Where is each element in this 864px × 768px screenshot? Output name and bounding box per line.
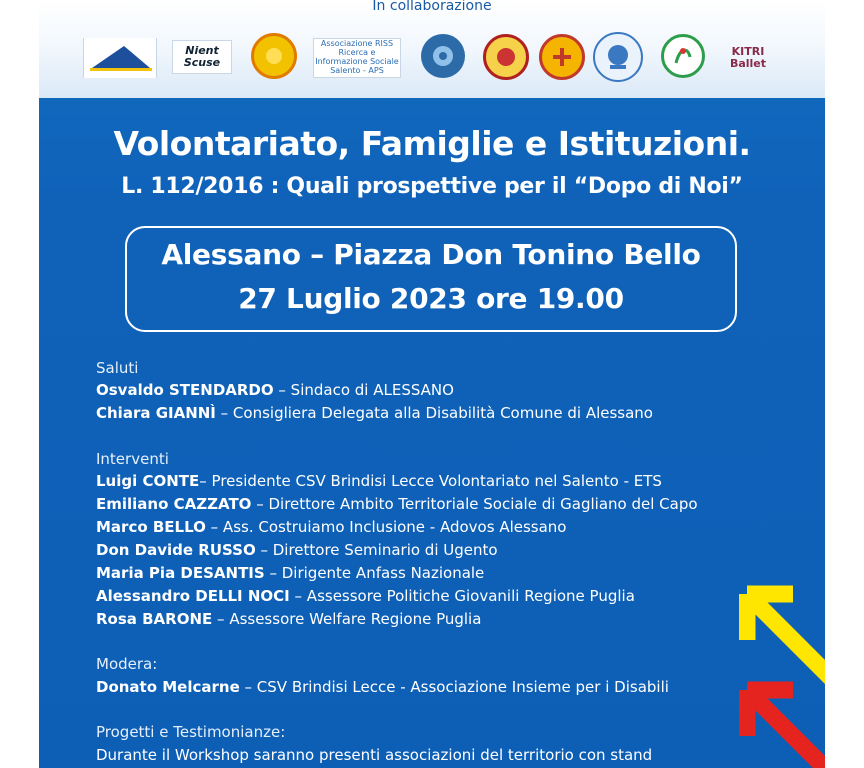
speaker-name: Donato Melcarne xyxy=(96,678,240,696)
interventi-heading: Interventi xyxy=(96,450,169,468)
logo-riss: Associazione RISS Ricerca e Informazione Sociale Salento - APS xyxy=(313,38,401,78)
partner-header xyxy=(39,0,825,98)
speaker-name: Maria Pia DESANTIS xyxy=(96,564,265,582)
speaker-role: – Ass. Costruiamo Inclusione - Adovos Alessano xyxy=(205,518,567,536)
collab-label: In collaborazione xyxy=(372,0,492,14)
speaker-role: – Direttore Ambito Territoriale Sociale di Gagliano del Capo xyxy=(251,495,698,513)
intervento-row xyxy=(96,472,662,490)
progetti-heading: Progetti e Testimonianze: xyxy=(96,723,286,741)
cross-icon xyxy=(550,45,574,69)
saluti-row xyxy=(96,404,653,422)
lion-icon xyxy=(602,41,634,73)
seal-icon xyxy=(494,45,518,69)
location-date-box xyxy=(125,226,737,332)
modera-row xyxy=(96,678,669,696)
logo-kitri-ballet: KITRI Ballet xyxy=(729,44,767,70)
red-arrow-icon xyxy=(747,690,825,768)
logo-leones xyxy=(593,32,643,82)
logo-green-emblem xyxy=(661,34,705,78)
ambito-logo-icon xyxy=(84,38,156,78)
speaker-name: Rosa BARONE xyxy=(96,610,213,628)
logo-seal-2 xyxy=(539,34,585,80)
logo-alessano-emblem xyxy=(421,34,465,78)
speaker-role: – CSV Brindisi Lecce - Associazione Insieme per i Disabili xyxy=(239,678,669,696)
speaker-role: – Direttore Seminario di Ugento xyxy=(255,541,498,559)
speaker-name: Don Davide RUSSO xyxy=(96,541,256,559)
speaker-role: – Dirigente Anfass Nazionale xyxy=(264,564,485,582)
speaker-role: – Sindaco di ALESSANO xyxy=(273,381,454,399)
speaker-role: – Presidente CSV Brindisi Lecce Volontariato nel Salento - ETS xyxy=(199,472,662,490)
speaker-name: Emiliano CAZZATO xyxy=(96,495,252,513)
intervento-row xyxy=(96,587,635,605)
speaker-name: Alessandro DELLI NOCI xyxy=(96,587,290,605)
green-emblem-icon xyxy=(670,43,696,69)
speaker-role: – Assessore Politiche Giovanili Regione Puglia xyxy=(289,587,635,605)
modera-heading: Modera: xyxy=(96,655,158,673)
speaker-name: Marco BELLO xyxy=(96,518,206,536)
speaker-name: Luigi CONTE xyxy=(96,472,200,490)
intervento-row xyxy=(96,518,566,536)
progetti-text: Durante il Workshop saranno presenti associazioni del territorio con stand xyxy=(96,746,653,764)
speaker-name: Osvaldo STENDARDO xyxy=(96,381,274,399)
logo-nient-scus: Nient Scuse xyxy=(172,40,232,74)
intervento-row xyxy=(96,541,498,559)
speaker-role: – Assessore Welfare Regione Puglia xyxy=(212,610,482,628)
saluti-heading: Saluti xyxy=(96,359,139,377)
event-date: 27 Luglio 2023 ore 19.00 xyxy=(238,282,624,315)
logo-sun-association xyxy=(251,33,297,79)
saluti-row xyxy=(96,381,454,399)
intervento-row xyxy=(96,610,481,628)
decorative-arrows xyxy=(739,580,825,768)
speaker-role: – Consigliera Delegata alla Disabilità Comune di Alessano xyxy=(215,404,653,422)
logo-ambito-sociale xyxy=(83,38,157,78)
event-poster xyxy=(39,0,825,768)
yellow-arrow-icon xyxy=(747,594,825,678)
emblem-icon xyxy=(428,41,458,71)
speaker-name: Chiara GIANNÌ xyxy=(96,404,216,422)
sun-icon xyxy=(261,43,287,69)
event-subtitle: L. 112/2016 : Quali prospettive per il “Dopo di Noi” xyxy=(121,174,743,199)
intervento-row xyxy=(96,564,484,582)
event-title: Volontariato, Famiglie e Istituzioni. xyxy=(113,124,751,163)
intervento-row xyxy=(96,495,698,513)
logo-seal-1 xyxy=(483,34,529,80)
event-location: Alessano – Piazza Don Tonino Bello xyxy=(161,238,701,271)
